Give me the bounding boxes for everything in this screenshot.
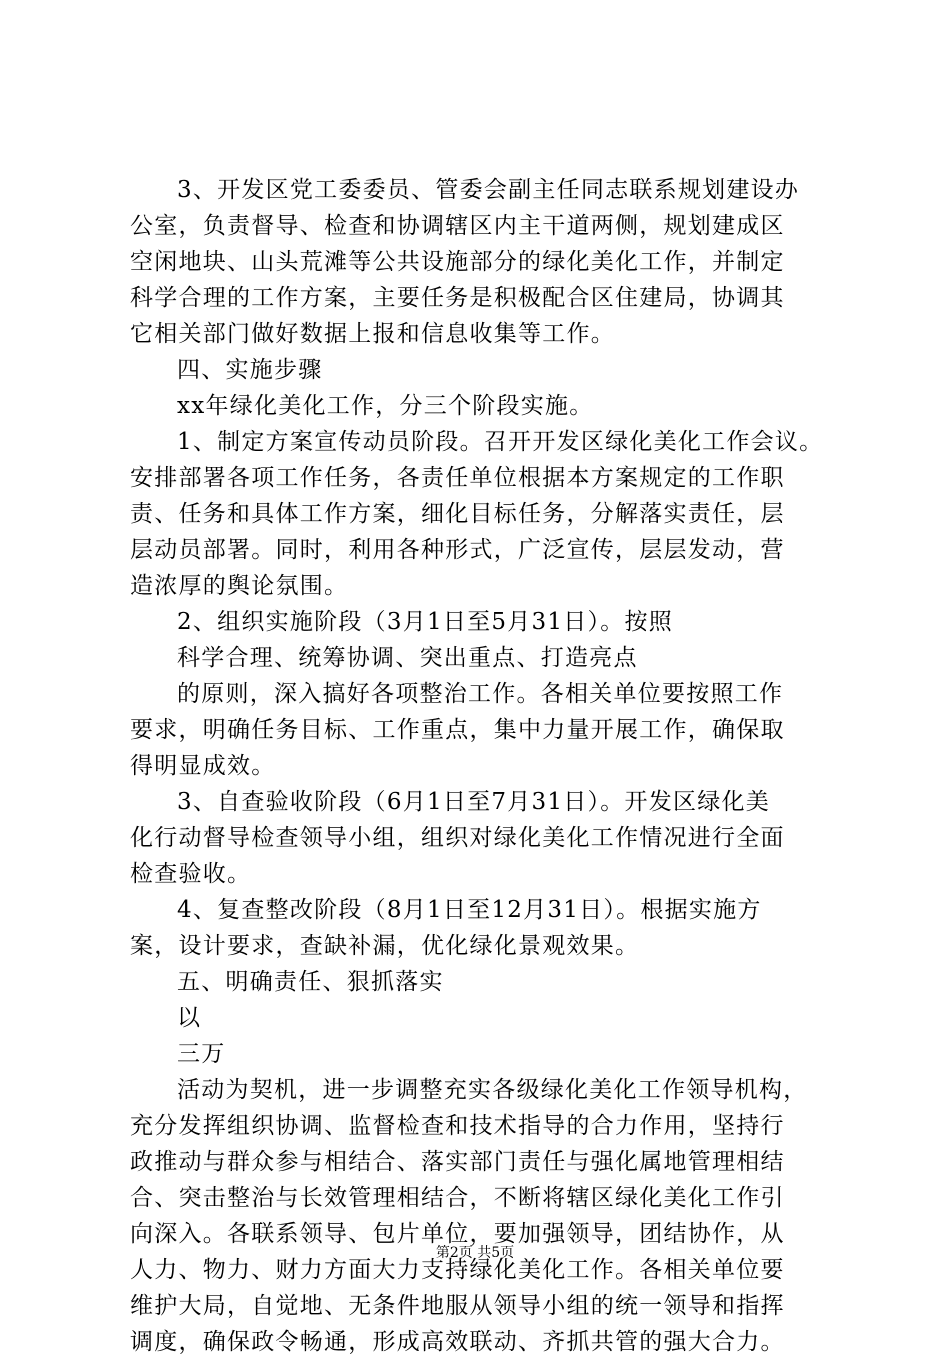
text-line: 人力、物力、财力方面大力支持绿化美化工作。各相关单位要 bbox=[130, 1257, 785, 1283]
text-line: 3、自查验收阶段（6月1日至7月31日）。开发区绿化美 bbox=[177, 789, 771, 815]
text-line: 五、明确责任、狠抓落实 bbox=[177, 969, 444, 995]
text-line: 政推动与群众参与相结合、落实部门责任与强化属地管理相结 bbox=[130, 1149, 785, 1175]
text-line: 充分发挥组织协调、监督检查和技术指导的合力作用，坚持行 bbox=[130, 1113, 785, 1139]
text-line: 科学合理、统筹协调、突出重点、打造亮点 bbox=[177, 645, 638, 671]
text-line: 4、复查整改阶段（8月1日至12月31日）。根据实施方 bbox=[177, 897, 762, 923]
text-line: 安排部署各项工作任务，各责任单位根据本方案规定的工作职 bbox=[130, 465, 785, 491]
text-line: 检查验收。 bbox=[130, 861, 252, 887]
text-line: 的原则，深入搞好各项整治工作。各相关单位要按照工作 bbox=[177, 681, 784, 707]
text-line: 活动为契机，进一步调整充实各级绿化美化工作领导机构， bbox=[177, 1077, 808, 1103]
text-line: 1、制定方案宣传动员阶段。召开开发区绿化美化工作会议。 bbox=[177, 429, 824, 455]
text-line: 空闲地块、山头荒滩等公共设施部分的绿化美化工作，并制定 bbox=[130, 249, 785, 275]
text-line: 公室，负责督导、检查和协调辖区内主干道两侧，规划建成区 bbox=[130, 213, 785, 239]
text-line: 化行动督导检查领导小组，组织对绿化美化工作情况进行全面 bbox=[130, 825, 785, 851]
text-line: 向深入。各联系领导、包片单位，要加强领导，团结协作，从 bbox=[130, 1221, 785, 1247]
text-line: 案，设计要求，查缺补漏，优化绿化景观效果。 bbox=[130, 933, 640, 959]
text-line: 调度，确保政令畅通，形成高效联动、齐抓共管的强大合力。 bbox=[130, 1329, 785, 1355]
text-line: 合、突击整治与长效管理相结合，不断将辖区绿化美化工作引 bbox=[130, 1185, 785, 1211]
text-line: 三万 bbox=[177, 1041, 226, 1067]
text-line: 四、实施步骤 bbox=[177, 357, 323, 383]
text-line: 科学合理的工作方案，主要任务是积极配合区住建局，协调其 bbox=[130, 285, 785, 311]
text-line: 责、任务和具体工作方案，细化目标任务，分解落实责任，层 bbox=[130, 501, 785, 527]
text-line: 2、组织实施阶段（3月1日至5月31日）。按照 bbox=[177, 609, 674, 635]
text-line: 得明显成效。 bbox=[130, 753, 276, 779]
document-body bbox=[130, 172, 830, 1360]
page-footer: 第2页 共5页 bbox=[435, 1245, 515, 1261]
text-line: 要求，明确任务目标、工作重点，集中力量开展工作，确保取 bbox=[130, 717, 785, 743]
text-line: 维护大局，自觉地、无条件地服从领导小组的统一领导和指挥 bbox=[130, 1293, 785, 1319]
text-line: 层动员部署。同时，利用各种形式，广泛宣传，层层发动，营 bbox=[130, 537, 785, 563]
text-line: 3、开发区党工委委员、管委会副主任同志联系规划建设办 bbox=[177, 177, 800, 203]
text-line: 它相关部门做好数据上报和信息收集等工作。 bbox=[130, 321, 615, 347]
text-line: xx年绿化美化工作，分三个阶段实施。 bbox=[177, 393, 594, 419]
text-line: 以 bbox=[177, 1005, 202, 1031]
text-line: 造浓厚的舆论氛围。 bbox=[130, 573, 349, 599]
